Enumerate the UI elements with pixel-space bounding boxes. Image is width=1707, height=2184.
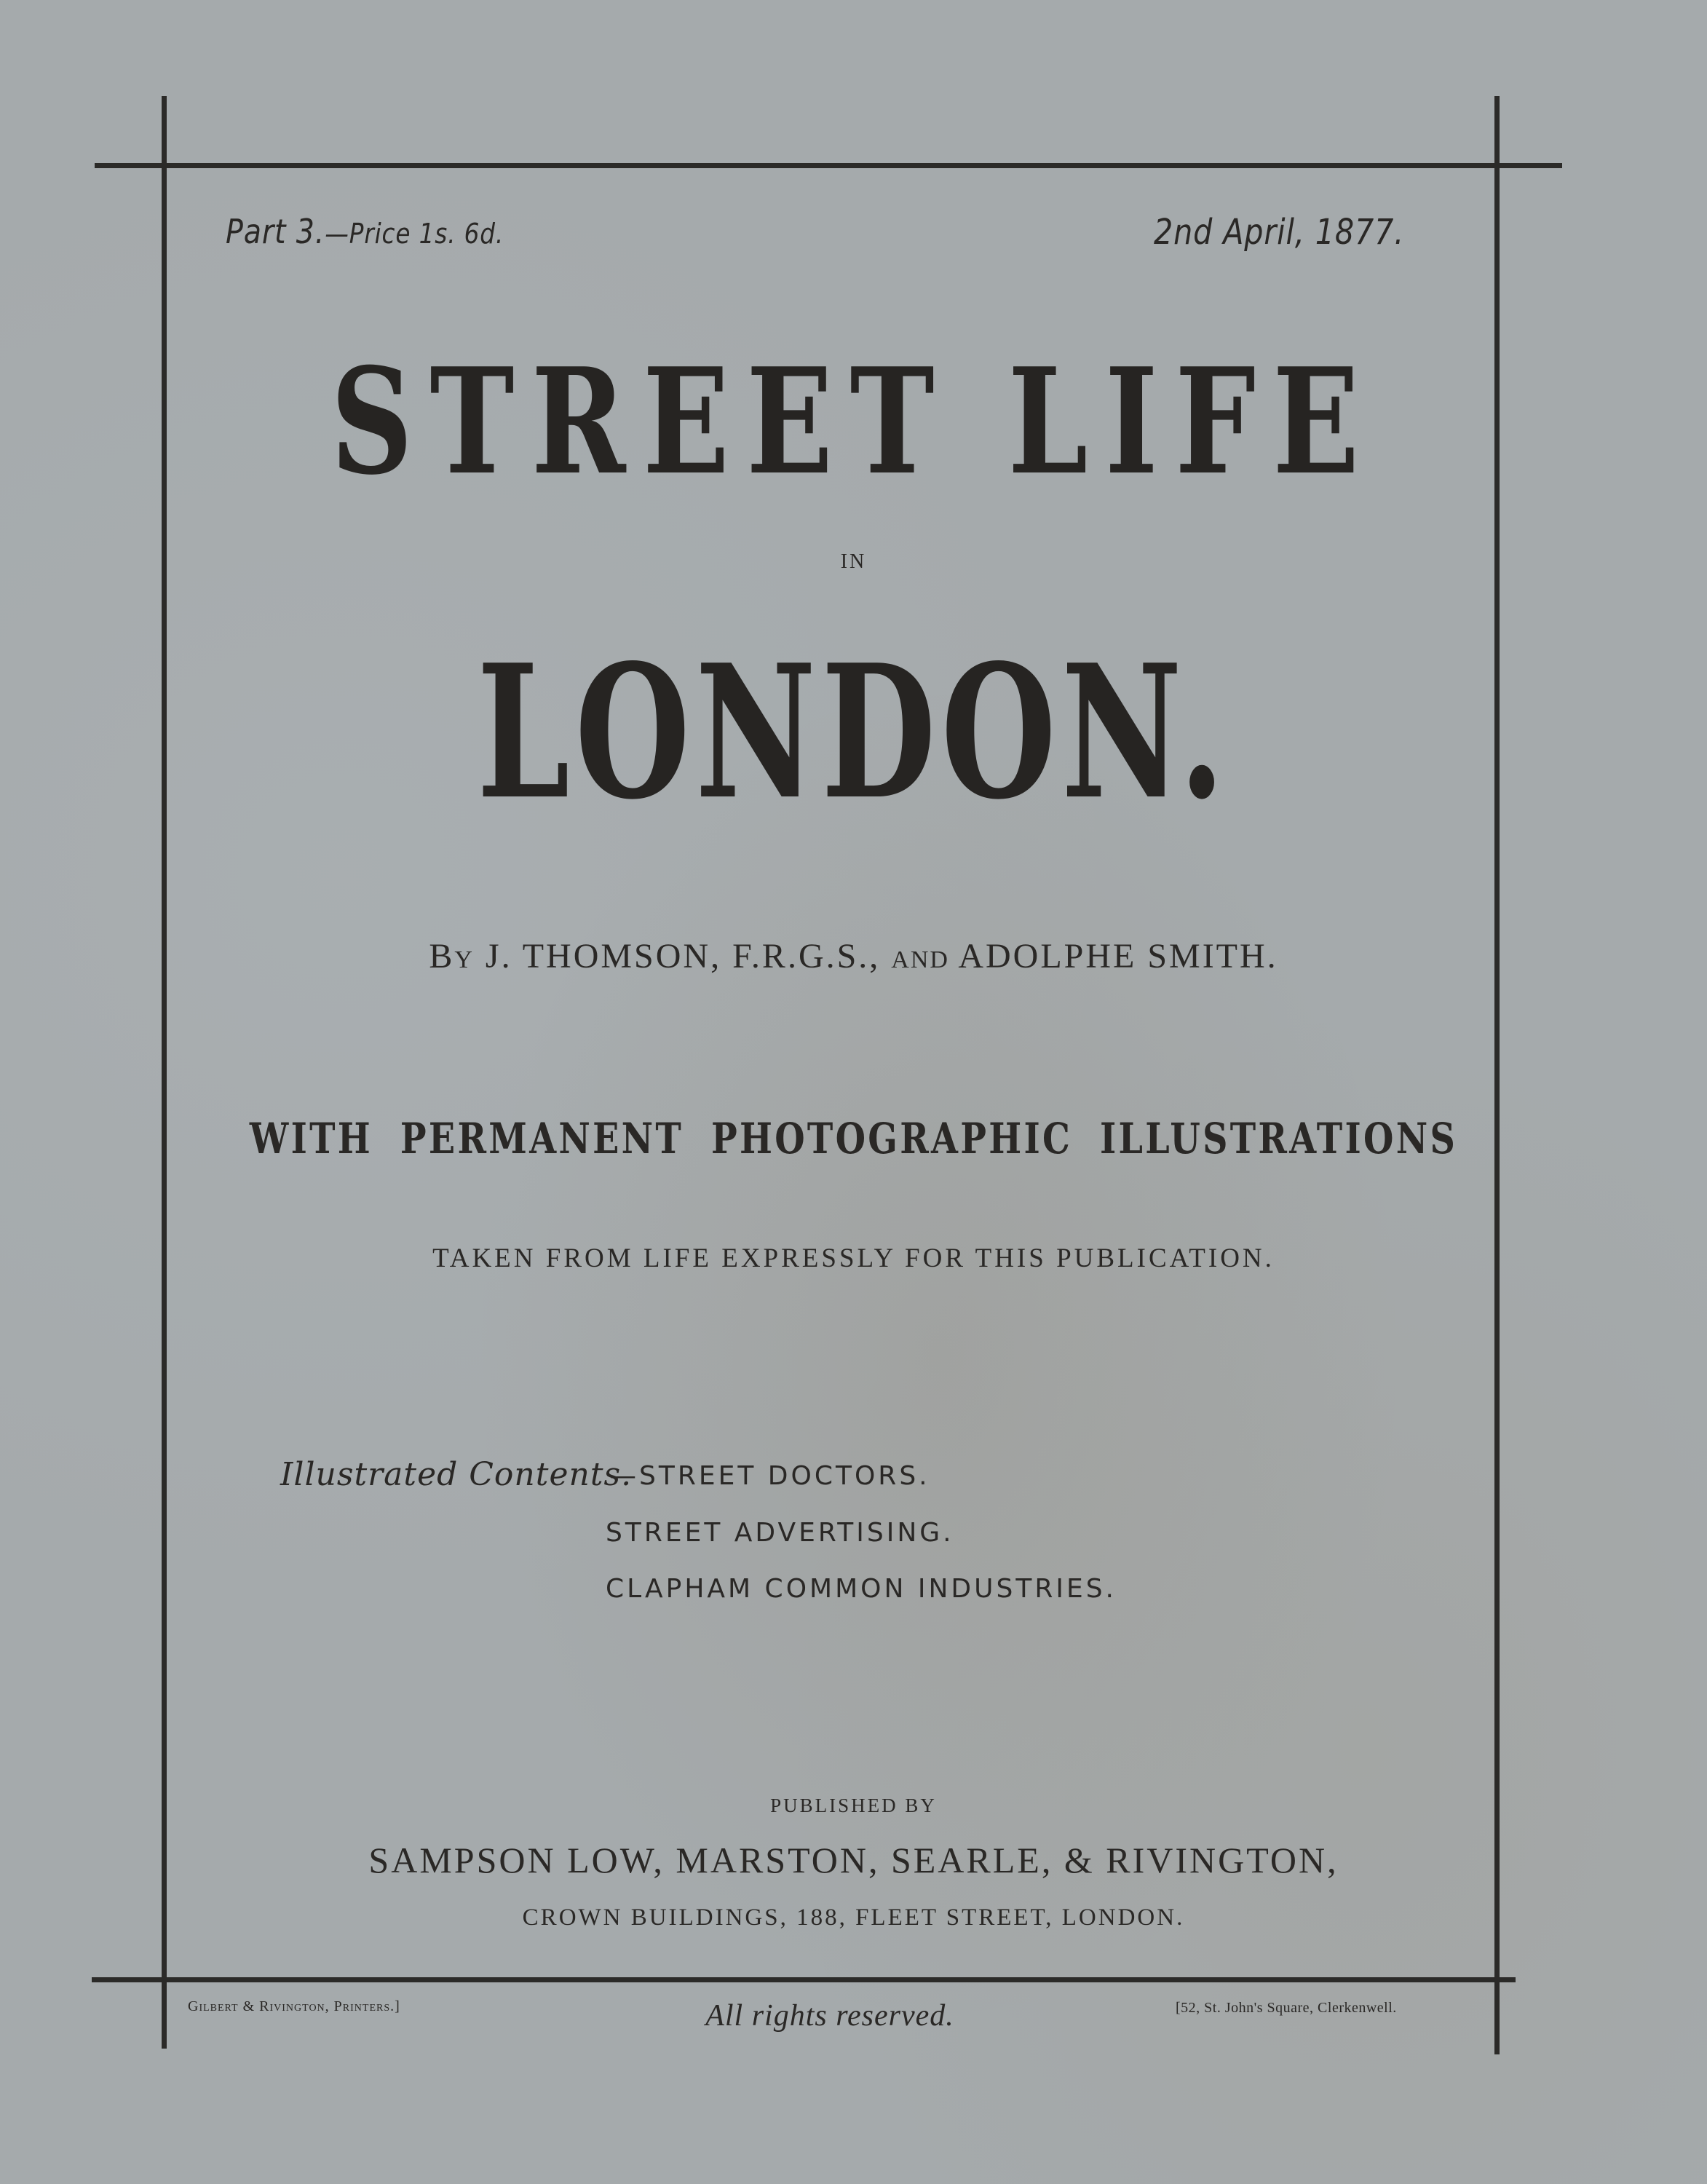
- title-london: LONDON.: [477, 625, 1230, 840]
- part-number: Part 3.: [226, 212, 325, 251]
- issue-date: 2nd April, 1877.: [1154, 212, 1405, 253]
- frame-left-rule: [162, 96, 167, 2049]
- part-and-price: [226, 212, 504, 251]
- and-word: AND: [891, 946, 949, 973]
- title-street-life: STREET LIFE: [330, 336, 1377, 507]
- published-by-label: PUBLISHED BY: [770, 1795, 937, 1816]
- price: —Price 1s. 6d.: [325, 218, 504, 250]
- illustrations-heading: WITH PERMANENT PHOTOGRAPHIC ILLUSTRATIONS: [249, 1114, 1458, 1163]
- contents-label: Illustrated Contents.: [280, 1456, 633, 1493]
- frame-bottom-rule: [92, 1977, 1516, 1982]
- illustrations-subheading: TAKEN FROM LIFE EXPRESSLY FOR THIS PUBLICATION.: [432, 1243, 1275, 1273]
- title-in: IN: [840, 550, 867, 573]
- rights-reserved: All rights reserved.: [705, 1999, 954, 2033]
- contents-item-street-doctors: —STREET DOCTORS.: [610, 1461, 930, 1491]
- frame-top-rule: [95, 163, 1562, 168]
- by-word: By: [429, 937, 475, 976]
- authors-line: [0, 939, 1707, 974]
- contents-item-street-advertising: STREET ADVERTISING.: [606, 1518, 954, 1548]
- publisher-name: SAMPSON LOW, MARSTON, SEARLE, & RIVINGTON,: [368, 1840, 1339, 1880]
- author-thomson: J. THOMSON, F.R.G.S.,: [485, 937, 881, 976]
- contents-item-clapham-common: CLAPHAM COMMON INDUSTRIES.: [606, 1574, 1117, 1604]
- author-smith: ADOLPHE SMITH.: [958, 937, 1278, 976]
- printers-credit: Gilbert & Rivington, Printers.]: [188, 1998, 400, 2014]
- publisher-address: CROWN BUILDINGS, 188, FLEET STREET, LONDON.: [522, 1904, 1185, 1931]
- printer-address: [52, St. John's Square, Clerkenwell.: [1176, 2000, 1397, 2016]
